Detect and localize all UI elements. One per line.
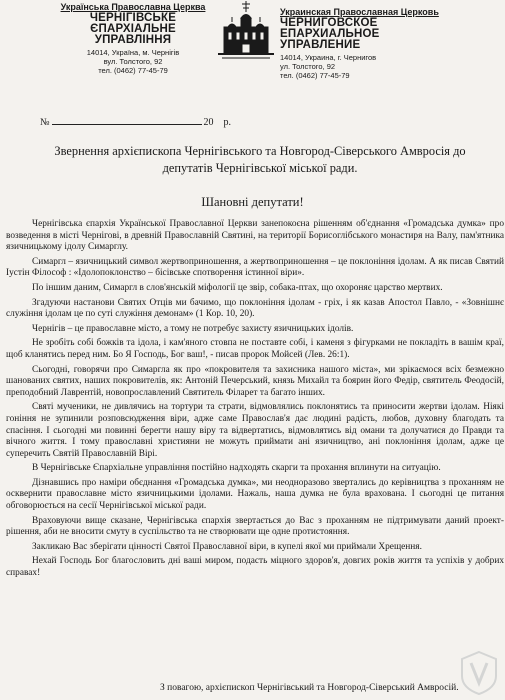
paragraph: Не зробіть собі божків та ідола, і кам'яного стовпа не поставте собі, і каменя з фігурками не покладіть в вашім краї, щоб кланятись перед ним. Бо Я Господь, Бог ваш!, - писав пророк Мойсей (Лев. 26:1). bbox=[6, 338, 504, 360]
address-line: вул. Толстого, 92 bbox=[103, 57, 163, 66]
document-number-line bbox=[40, 116, 231, 128]
dept-line: ЧЕРНИГОВСКОЕ bbox=[280, 17, 378, 29]
paragraph: Чернігівська єпархія Української Православної Церкви занепокоєна рішенням об'єднання «Громадська думка» про возведення в місті Чернігові, в древній Православній Святині, на території Борисоглібського монастиря на Валу, пам'ятника язичницькому ідолу Симарглу. bbox=[6, 219, 504, 253]
year-label: р. bbox=[223, 117, 232, 128]
letter-body bbox=[6, 219, 504, 583]
number-blank bbox=[52, 116, 202, 125]
paragraph: Закликаю Вас зберігати цінності Святої Православної віри, в купелі якої ми приймали Хрещення. bbox=[32, 541, 422, 552]
paragraph: По іншим даним, Симаргл в слов'янській міфології це звір, собака-птах, що охороняє царство мертвих. bbox=[32, 282, 443, 293]
paragraph: Чернігів – це православне місто, а тому не потребує захисту язичницьких ідолів. bbox=[32, 323, 354, 334]
dept-line: ЧЕРНІГІВСЬКЕ bbox=[89, 12, 177, 24]
letterhead bbox=[0, 0, 505, 90]
paragraph: В Чернігівське Єпархіальне управління постійно надходять скарги та прохання вплинути на ситуацію. bbox=[32, 463, 441, 474]
dept-line: ЄПАРХІАЛЬНЕ bbox=[90, 23, 176, 35]
document-title: Звернення архієпископа Чернігівського та Новгород-Сіверського Амвросія до депутатів Чернігівської міської ради. bbox=[54, 144, 466, 175]
dept-line: УПРАВЛІННЯ bbox=[94, 34, 172, 46]
church-name-ru: Украинская Православная Церковь bbox=[280, 7, 439, 17]
address-ru bbox=[280, 53, 440, 80]
dept-line: ЕПАРХИАЛЬНОЕ bbox=[280, 28, 380, 40]
dept-line: УПРАВЛЕНИЕ bbox=[280, 39, 361, 51]
church-name-ua: Українська Православна Церква bbox=[60, 2, 206, 12]
watermark-logo-icon bbox=[460, 650, 498, 696]
address-line: 14014, Украина, г. Чернигов bbox=[280, 53, 377, 62]
paragraph: Згадуючи настанови Святих Отців ми бачимо, що поклоніння ідолам - гріх, і як казав Апостол Павло, - «Зовнішнє служіння ідолам це по суті служіння демонам» (1 Кор. 10, 20). bbox=[6, 297, 504, 320]
address-line: 14014, Україна, м. Чернігів bbox=[86, 48, 180, 57]
year-prefix: 20 bbox=[203, 117, 214, 128]
address-ua bbox=[58, 48, 208, 75]
letterhead-ukrainian bbox=[58, 2, 208, 75]
dept-name-ua bbox=[58, 13, 208, 46]
signature: З повагою, архієпископ Чернігівський та Новгород-Сіверський Амвросій. bbox=[160, 683, 459, 693]
paragraph: Дізнавшись про наміри обєднання «Громадська думка», ми неодноразово звертались до керівництва з проханням не осквернити православне місто язичницькими ідолами. Нажаль, наша думка не була врахована. І сьогодні це питання обговорюється на сесії Чернігівської міської ради. bbox=[6, 477, 504, 512]
paragraph: Нехай Господь Бог благословить дні ваші миром, подасть міцного здоров'я, довгих років життя та успіхів у добрих справах! bbox=[6, 556, 504, 579]
paragraph: Сьогодні, говорячи про Симаргла як про «покровителя та захисника нашого міста», ми зрікаємося всіх безмежно шанованих святих, наших покровителів, як: Антоній Печерський, князь Михайл та боярин його Федір, святитель Феодосій, преподобний Лаврентій, новопрославлений Святитель Філарет та багато інших. bbox=[6, 364, 504, 398]
address-line: ул. Толстого, 92 bbox=[280, 62, 336, 71]
greeting: Шановні депутати! bbox=[201, 195, 304, 209]
phone-line: тел. (0462) 77-45-79 bbox=[98, 66, 168, 75]
dept-name-ru bbox=[280, 18, 440, 51]
letterhead-russian bbox=[280, 7, 440, 80]
paragraph: Симаргл – язичницький символ жертвоприношення, а жертвоприношення – це поклоніння ідолам. А як писав Святий Іустін Філософ : «Ідолопоклонство – бісівське спотворення істинної віри». bbox=[6, 256, 504, 279]
cathedral-emblem-icon bbox=[214, 0, 278, 64]
phone-line: тел. (0462) 77-45-79 bbox=[280, 71, 350, 80]
paragraph: Святі мученики, не дивлячись на тортури та страти, відмовлялись поклонятись та приносити жертви ідолам. Ніякі гоніння не зупинили розповсюдження віри, адже саме Православ'я дає людині радість, любов, духовну благодать та спасіння. І сьогодні ми повинні берегти нашу віру та відвертатись, відмовлятись від омани та долучатися до Правди та вічного життя. І тому православні християни не можуть приймати ані язичництво, ані поклоніння ідолам, адже це суперечить Святій Православній Вірі. bbox=[6, 402, 504, 459]
number-sign: № bbox=[40, 117, 50, 128]
paragraph: Враховуючи вище сказане, Чернігівська єпархія звертається до Вас з проханням не підтримувати даний проект-рішення, аби не вносити смуту в суспільство та не створювати ще одне протистояння. bbox=[6, 515, 504, 538]
